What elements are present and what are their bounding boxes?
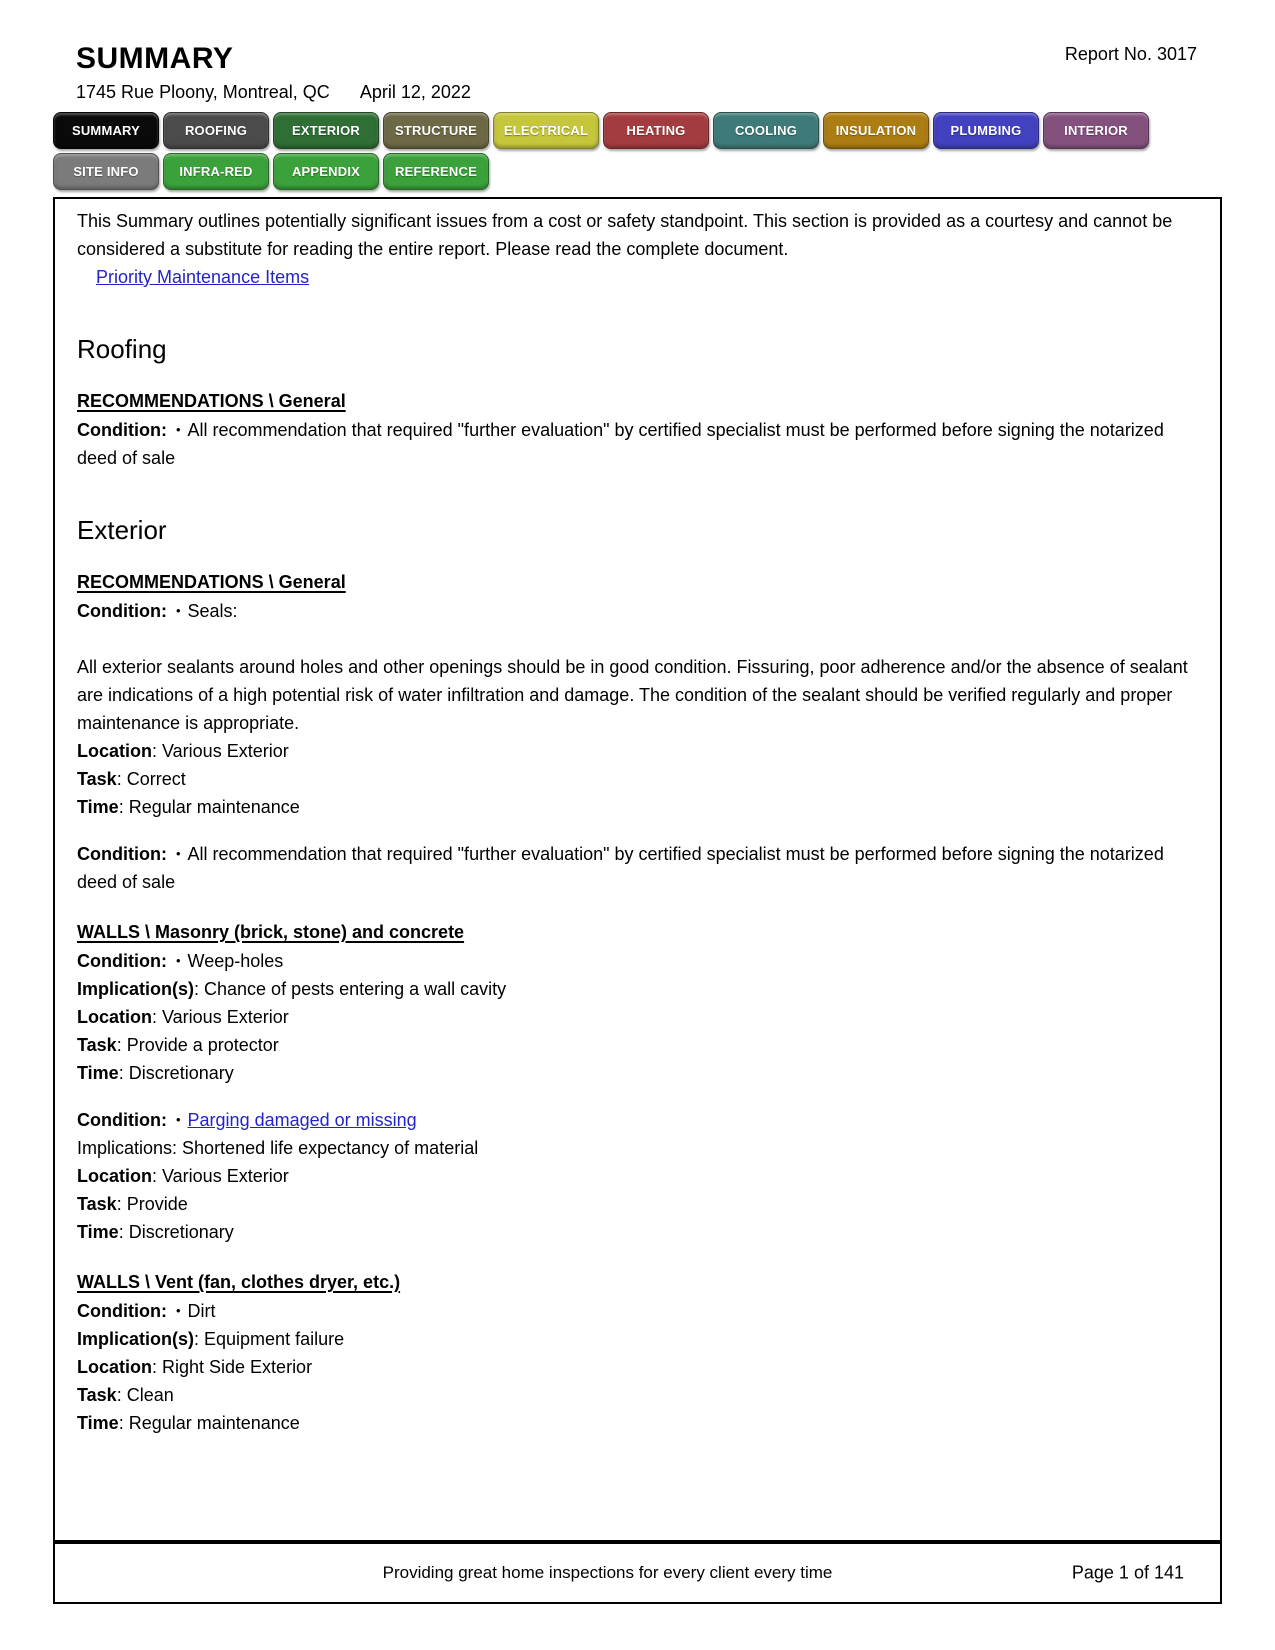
report-header xyxy=(53,0,1222,103)
detail-label: Location xyxy=(77,1007,152,1027)
bullet-icon: • xyxy=(175,603,181,618)
section-tabs-row1 xyxy=(53,112,1222,149)
page-number: Page 1 of 141 xyxy=(1071,1562,1184,1583)
sections-container xyxy=(77,333,1198,1437)
tab-infra-red[interactable]: INFRA-RED xyxy=(163,153,269,190)
tab-site-info[interactable]: SITE INFO xyxy=(53,153,159,190)
detail-label: Time xyxy=(77,1413,119,1433)
detail-line: Implication(s): Chance of pests entering a wall cavity xyxy=(77,979,507,999)
subsection-heading: WALLS \ Vent (fan, clothes dryer, etc.) xyxy=(77,1272,401,1292)
detail-label: Location xyxy=(77,1166,152,1186)
detail-line xyxy=(77,1106,1198,1134)
detail-line: Location: Various Exterior xyxy=(77,1166,289,1186)
bullet-icon: • xyxy=(175,422,181,437)
subsection-heading: WALLS \ Masonry (brick, stone) and concrete xyxy=(77,922,465,942)
intro-text: This Summary outlines potentially significant issues from a cost or safety standpoint. This section is provided as a courtesy and cannot be considered a substitute for reading the entire report. Please read the complete document. xyxy=(77,211,1173,259)
detail-label: Condition: xyxy=(77,1110,167,1130)
detail-line: Task: Clean xyxy=(77,1385,174,1405)
tab-heating[interactable]: HEATING xyxy=(603,112,709,149)
detail-line: All exterior sealants around holes and other openings should be in good condition. Fissuring, poor adherence and/or the absence of sealant are indications of a high potential risk of water infiltration and damage. The condition of the sealant should be verified regularly and proper maintenance is appropriate. xyxy=(77,657,1188,733)
detail-line: Condition: • All recommendation that required "further evaluation" by certified specialist must be performed before signing the notarized deed of sale xyxy=(77,420,1164,468)
bullet-icon: • xyxy=(175,953,181,968)
recommendation-item xyxy=(77,947,1198,1087)
tab-reference[interactable]: REFERENCE xyxy=(383,153,489,190)
report-page xyxy=(53,0,1222,1604)
recommendation-item xyxy=(77,416,1198,472)
detail-label: Condition: xyxy=(77,1301,167,1321)
detail-line: Time: Discretionary xyxy=(77,1063,234,1083)
detail-line: Task: Provide a protector xyxy=(77,1035,279,1055)
tab-summary[interactable]: SUMMARY xyxy=(53,112,159,149)
detail-line: Time: Regular maintenance xyxy=(77,797,300,817)
tab-cooling[interactable]: COOLING xyxy=(713,112,819,149)
detail-line xyxy=(77,625,1198,653)
tab-exterior[interactable]: EXTERIOR xyxy=(273,112,379,149)
tab-interior[interactable]: INTERIOR xyxy=(1043,112,1149,149)
bullet-icon: • xyxy=(175,846,181,861)
detail-label: Time xyxy=(77,1222,119,1242)
detail-label: Condition: xyxy=(77,420,167,440)
detail-line: Condition: • All recommendation that required "further evaluation" by certified specialist must be performed before signing the notarized deed of sale xyxy=(77,844,1164,892)
detail-line: Location: Various Exterior xyxy=(77,1007,289,1027)
section-tabs-row2 xyxy=(53,153,1222,190)
subsection-heading: RECOMMENDATIONS \ General xyxy=(77,572,346,592)
tab-structure[interactable]: STRUCTURE xyxy=(383,112,489,149)
report-number: Report No. 3017 xyxy=(1064,44,1197,64)
intro-link-line xyxy=(77,263,1198,291)
summary-content-box xyxy=(53,197,1222,1542)
tab-electrical[interactable]: ELECTRICAL xyxy=(493,112,599,149)
subsection-heading: RECOMMENDATIONS \ General xyxy=(77,391,346,411)
detail-label: Implication(s) xyxy=(77,979,195,999)
detail-line: Implications: Shortened life expectancy of material xyxy=(77,1138,479,1158)
detail-label: Condition: xyxy=(77,951,167,971)
detail-line: Time: Regular maintenance xyxy=(77,1413,300,1433)
address-line xyxy=(76,82,1222,103)
bullet-icon: • xyxy=(175,1303,181,1318)
footer-slogan: Providing great home inspections for every client every time xyxy=(382,1563,833,1582)
detail-line: Time: Discretionary xyxy=(77,1222,234,1242)
detail-line: Task: Correct xyxy=(77,769,186,789)
detail-label: Task xyxy=(77,1385,117,1405)
tab-appendix[interactable]: APPENDIX xyxy=(273,153,379,190)
bullet-icon: • xyxy=(175,1112,181,1127)
detail-line: Task: Provide xyxy=(77,1194,188,1214)
detail-line: Implication(s): Equipment failure xyxy=(77,1329,345,1349)
detail-label: Task xyxy=(77,1194,117,1214)
page-title: SUMMARY xyxy=(76,42,234,75)
detail-label: Task xyxy=(77,1035,117,1055)
tab-roofing[interactable]: ROOFING xyxy=(163,112,269,149)
detail-label: Location xyxy=(77,741,152,761)
recommendation-item xyxy=(77,597,1198,821)
detail-label: Location xyxy=(77,1357,152,1377)
detail-line: Condition: • Dirt xyxy=(77,1301,216,1321)
detail-label: Condition: xyxy=(77,601,167,621)
page-footer xyxy=(53,1542,1222,1604)
inspection-date: April 12, 2022 xyxy=(359,82,471,102)
detail-label: Time xyxy=(77,1063,119,1083)
priority-maintenance-link[interactable]: Priority Maintenance Items xyxy=(96,267,310,287)
detail-label: Task xyxy=(77,769,117,789)
detail-line: Location: Right Side Exterior xyxy=(77,1357,313,1377)
detail-label: Implication(s) xyxy=(77,1329,195,1349)
detail-label: Condition: xyxy=(77,844,167,864)
recommendation-item xyxy=(77,840,1198,896)
property-address: 1745 Rue Ploony, Montreal, QC xyxy=(76,82,330,102)
section-title-exterior: Exterior xyxy=(77,515,167,545)
detail-label: Time xyxy=(77,797,119,817)
tab-plumbing[interactable]: PLUMBING xyxy=(933,112,1039,149)
recommendation-item xyxy=(77,1106,1198,1246)
detail-line: Condition: • Seals: xyxy=(77,601,238,621)
section-title-roofing: Roofing xyxy=(77,334,167,364)
tab-insulation[interactable]: INSULATION xyxy=(823,112,929,149)
recommendation-item xyxy=(77,1297,1198,1437)
detail-line: Location: Various Exterior xyxy=(77,741,289,761)
detail-line: Condition: • Weep-holes xyxy=(77,951,284,971)
condition-link[interactable]: Parging damaged or missing xyxy=(187,1110,417,1130)
